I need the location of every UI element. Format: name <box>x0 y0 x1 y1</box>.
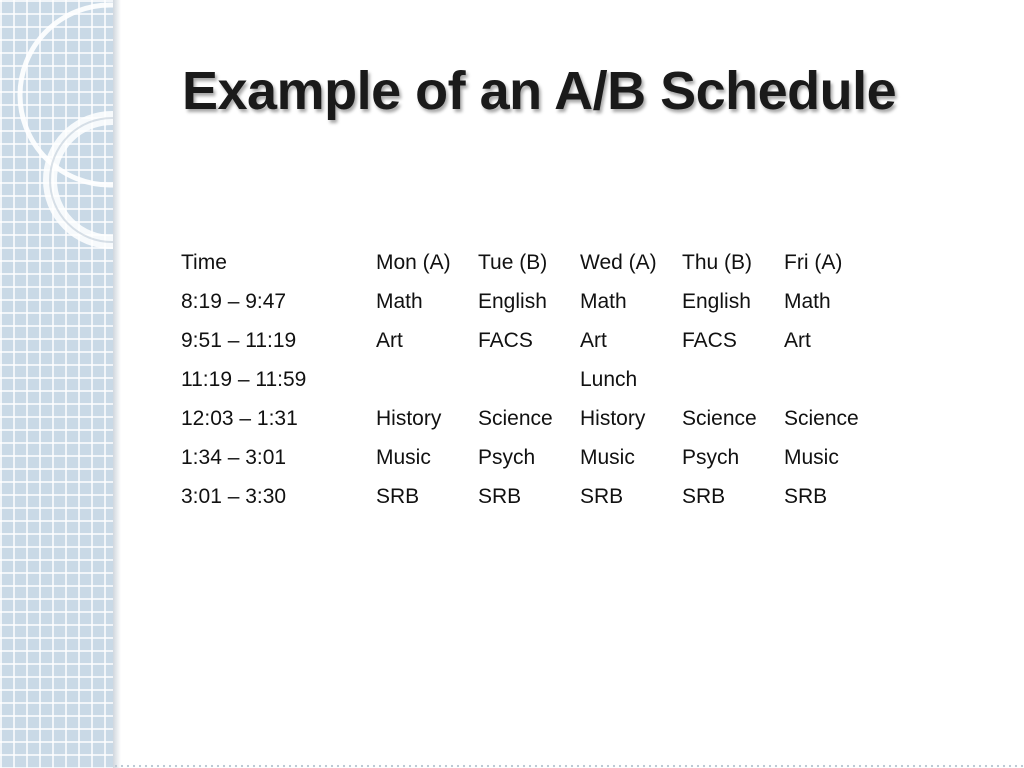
table-cell: Art <box>784 328 811 352</box>
time-cell: 9:51 – 11:19 <box>181 328 297 352</box>
table-cell: Science <box>784 406 859 430</box>
table-cell: English <box>478 289 547 313</box>
table-cell: Music <box>580 445 635 469</box>
table-cell: History <box>376 406 442 430</box>
table-cell: Art <box>376 328 403 352</box>
column-header-mon: Mon (A) <box>376 250 451 274</box>
table-row <box>176 282 881 321</box>
table-row <box>176 477 881 516</box>
table-cell: FACS <box>478 328 533 352</box>
table-header-row <box>176 243 881 282</box>
table-cell: Music <box>784 445 839 469</box>
time-cell: 12:03 – 1:31 <box>181 406 298 430</box>
table-row <box>176 321 881 360</box>
table-cell: Math <box>376 289 423 313</box>
schedule-table <box>176 243 881 516</box>
column-header-tue: Tue (B) <box>478 250 548 274</box>
table-cell: Lunch <box>580 367 638 391</box>
table-cell: English <box>682 289 751 313</box>
table-cell: History <box>580 406 646 430</box>
time-cell: 8:19 – 9:47 <box>181 289 287 313</box>
table-cell <box>677 360 779 399</box>
decorative-bottom-border <box>113 764 1024 768</box>
table-cell: Music <box>376 445 431 469</box>
table-cell: Math <box>580 289 627 313</box>
table-cell <box>779 360 881 399</box>
table-cell: Art <box>580 328 607 352</box>
side-panel-shadow <box>113 0 121 768</box>
table-cell: Math <box>784 289 831 313</box>
slide-title: Example of an A/B Schedule <box>182 61 897 121</box>
table-cell: FACS <box>682 328 737 352</box>
table-cell: Science <box>478 406 553 430</box>
table-cell: SRB <box>682 484 726 508</box>
table-cell: SRB <box>478 484 522 508</box>
time-cell: 11:19 – 11:59 <box>181 367 307 391</box>
table-row <box>176 360 881 399</box>
table-row <box>176 399 881 438</box>
column-header-wed: Wed (A) <box>580 250 657 274</box>
column-header-time: Time <box>181 250 227 274</box>
table-cell: Science <box>682 406 757 430</box>
table-row <box>176 438 881 477</box>
table-cell: SRB <box>580 484 624 508</box>
decorative-side-panel <box>0 0 113 768</box>
decorative-rings <box>0 0 113 768</box>
table-cell: Psych <box>478 445 536 469</box>
time-cell: 3:01 – 3:30 <box>181 484 287 508</box>
table-cell: Psych <box>682 445 740 469</box>
table-cell: SRB <box>784 484 828 508</box>
table-cell: SRB <box>376 484 420 508</box>
time-cell: 1:34 – 3:01 <box>181 445 287 469</box>
column-header-fri: Fri (A) <box>784 250 843 274</box>
table-cell <box>473 360 575 399</box>
table-cell <box>371 360 473 399</box>
column-header-thu: Thu (B) <box>682 250 753 274</box>
